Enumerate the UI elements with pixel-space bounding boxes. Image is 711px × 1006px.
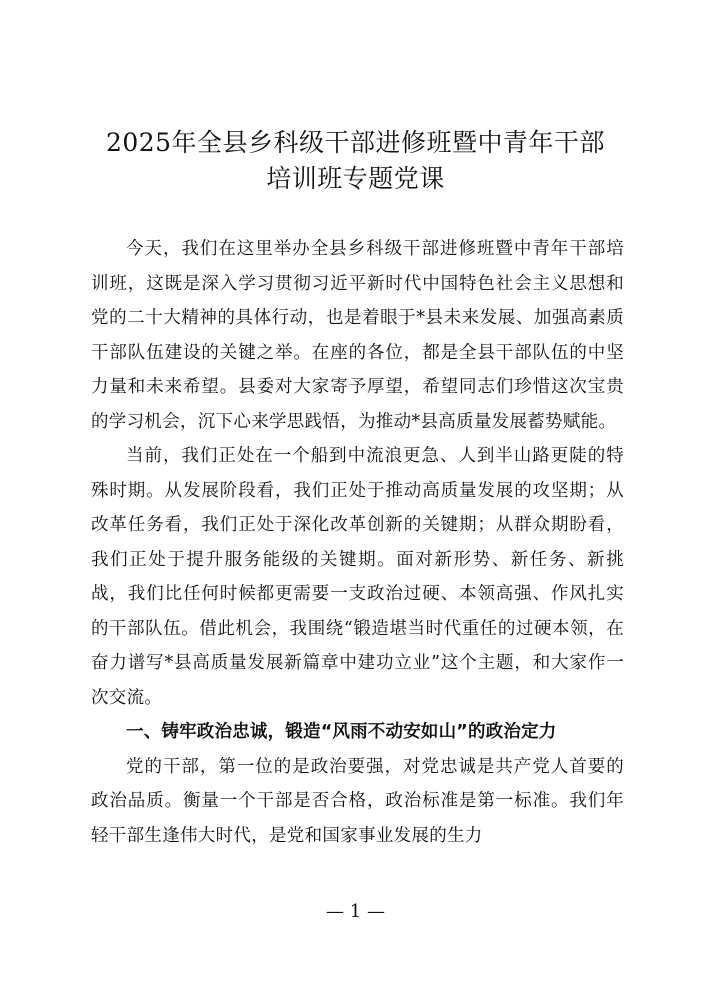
paragraph-1: 今天，我们在这里举办全县乡科级干部进修班暨中青年干部培训班，这既是深入学习贯彻习近平新时代中国特色社会主义思想和党的二十大精神的具体行动，也是着眼于*县未来发展、加强高素质干部队伍建设的关键之举。在座的各位，都是全县干部队伍的中坚力量和未来希望。县委对大家寄予厚望，希望同志们珍惜这次宝贵的学习机会，沉下心来学思践悟，为推动*县高质量发展蓄势赋能。 (91, 239, 624, 432)
document-body (91, 232, 624, 853)
paragraph-3: 党的干部，第一位的是政治要强，对党忠诚是共产党人首要的政治品质。衡量一个干部是否合格，政治标准是第一标准。我们年轻干部生逢伟大时代，是党和国家事业发展的生力 (91, 756, 624, 846)
document-title-line-1: 2025年全县乡科级干部进修班暨中青年干部 (105, 128, 606, 157)
page-number: — 1 — (326, 901, 385, 922)
section-heading-1: 一、铸牢政治忠诚，锻造“风雨不动安如山”的政治定力 (126, 722, 557, 742)
paragraph-2: 当前，我们正处在一个船到中流浪更急、人到半山路更陡的特殊时期。从发展阶段看，我们正处于推动高质量发展的攻坚期；从改革任务看，我们正处于深化改革创新的关键期；从群众期盼看，我们正处于提升服务能级的关键期。面对新形势、新任务、新挑战，我们比任何时候都更需要一支政治过硬、本领高强、作风扎实的干部队伍。借此机会，我围绕“锻造堪当时代重任的过硬本领，在奋力谱写*县高质量发展新篇章中建功立业”这个主题，和大家作一次交流。 (91, 446, 624, 708)
document-title-line-2: 培训班专题党课 (266, 164, 445, 193)
